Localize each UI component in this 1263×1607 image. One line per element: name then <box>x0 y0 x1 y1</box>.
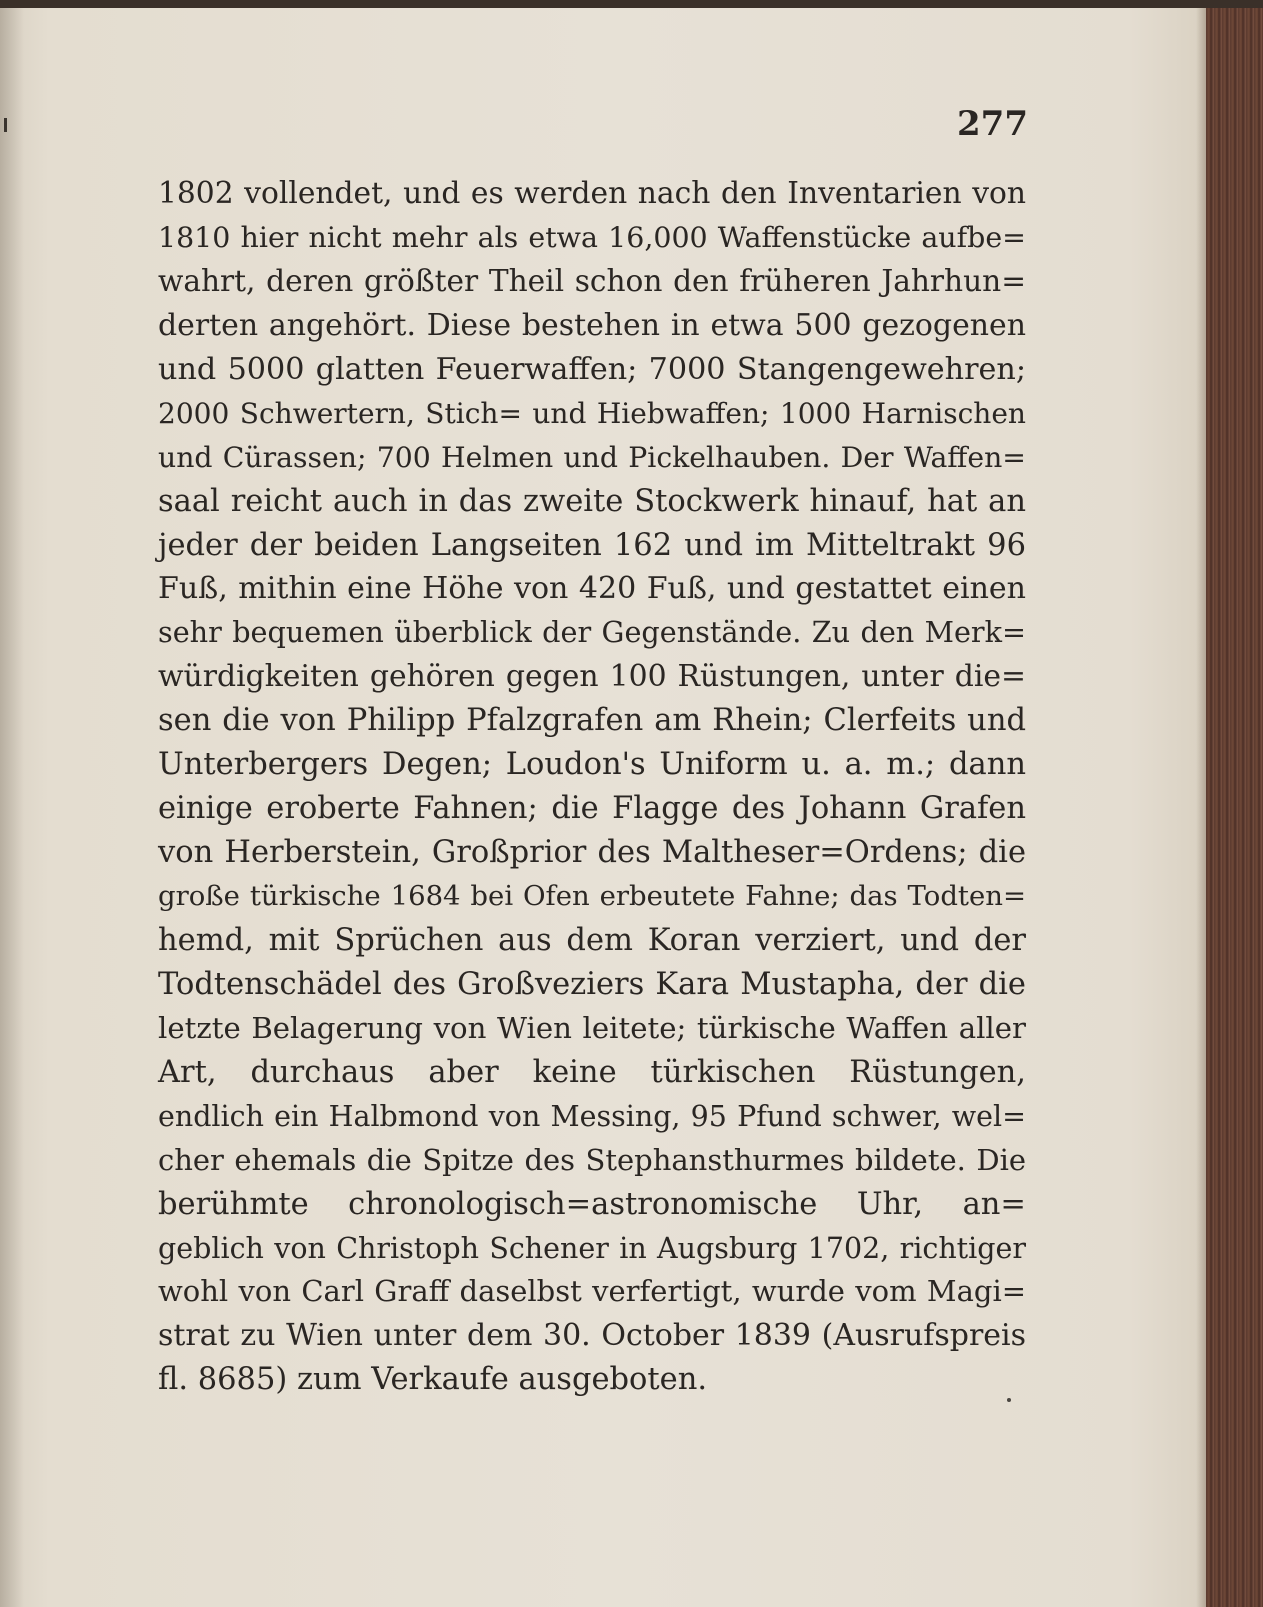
text-line: sen die von Philipp Pfalzgrafen am Rhein; Clerfeits und <box>158 703 1026 739</box>
body-text <box>158 172 1026 1402</box>
text-line: und 5000 glatten Feuerwaffen; 7000 Stangengewehren; <box>158 351 1026 387</box>
text-line: hemd, mit Sprüchen aus dem Koran verziert, und der <box>158 922 1026 958</box>
text-line: derten angehört. Diese bestehen in etwa 500 gezogenen <box>158 307 1026 343</box>
text-line: große türkische 1684 bei Ofen erbeutete Fahne; das Todten= <box>158 880 1026 912</box>
text-line: strat zu Wien unter dem 30. October 1839 (Ausrufspreis <box>158 1318 1026 1354</box>
text-line: saal reicht auch in das zweite Stockwerk hinauf, hat an <box>158 483 1026 519</box>
book-fore-edge <box>1206 8 1263 1607</box>
text-line: Todtenschädel des Großveziers Kara Mustapha, der die <box>158 966 1026 1002</box>
page-number: 277 <box>957 104 1028 144</box>
text-line: fl. 8685) zum Verkaufe ausgeboten. <box>158 1362 708 1398</box>
text-line: sehr bequemen überblick der Gegenstände. Zu den Merk= <box>158 615 1026 650</box>
text-line: geblich von Christoph Schener in Augsburg 1702, richtiger <box>158 1231 1026 1265</box>
page-gutter-shadow <box>0 8 24 1607</box>
ink-dot <box>1007 1398 1011 1402</box>
text-line: jeder der beiden Langseiten 162 und im Mitteltrakt 96 <box>158 527 1026 563</box>
text-line: Unterbergers Degen; Loudon's Uniform u. a. m.; dann <box>158 747 1026 783</box>
text-line: cher ehemals die Spitze des Stephansthurmes bildete. Die <box>158 1142 1026 1177</box>
margin-mark <box>4 118 7 132</box>
text-line: 2000 Schwertern, Stich= und Hiebwaffen; 1000 Harnischen <box>158 396 1026 430</box>
text-line: wohl von Carl Graff daselbst verfertigt, wurde vom Magi= <box>158 1274 1026 1309</box>
text-line: berühmte chronologisch=astronomische Uhr, an= <box>158 1186 1026 1222</box>
text-line: würdigkeiten gehören gegen 100 Rüstungen, unter die= <box>158 659 1026 695</box>
text-line: letzte Belagerung von Wien leitete; türkische Waffen aller <box>158 1010 1026 1045</box>
text-line: Fuß, mithin eine Höhe von 420 Fuß, und gestattet einen <box>158 571 1026 607</box>
text-line: Art, durchaus aber keine türkischen Rüstungen, <box>158 1054 1026 1090</box>
text-line: einige eroberte Fahnen; die Flagge des Johann Grafen <box>158 791 1026 827</box>
text-line: endlich ein Halbmond von Messing, 95 Pfund schwer, wel= <box>158 1099 1026 1133</box>
text-line: 1810 hier nicht mehr als etwa 16,000 Waffenstücke aufbe= <box>158 220 1026 254</box>
text-line: und Cürassen; 700 Helmen und Pickelhauben. Der Waffen= <box>158 440 1026 474</box>
text-line: von Herberstein, Großprior des Maltheser=Ordens; die <box>158 835 1026 871</box>
text-line: wahrt, deren größter Theil schon den früheren Jahrhun= <box>158 263 1026 298</box>
text-line: 1802 vollendet, und es werden nach den Inventarien von <box>158 176 1026 211</box>
